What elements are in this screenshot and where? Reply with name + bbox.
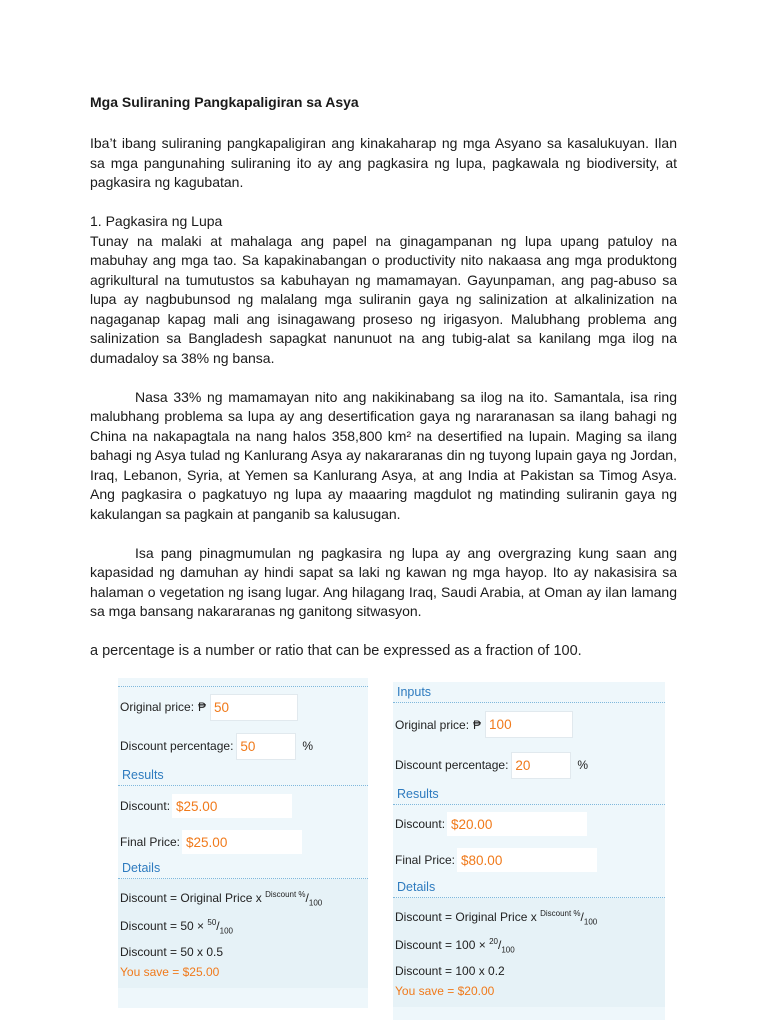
percent-sign: %: [302, 739, 314, 753]
discount-calculator-1: [118, 678, 368, 1008]
results-heading: Results: [393, 784, 665, 805]
original-price-input[interactable]: 50: [210, 694, 298, 721]
step1-line: Discount = $100 \times ^{20}/_{100}$: [395, 937, 515, 955]
original-price-row: [393, 703, 665, 746]
details-panel: [393, 898, 665, 1007]
paragraph-3: Isa pang pinagmumulan ng pagkasira ng lupa ay ang overgrazing kung saan ang kapasidad ng damuhan ay hindi sapat sa laki ng kawan ng mga hayop. Ito ay nakasisira sa halaman o vegetation ng isang lugar. Ang hilagang Iraq, Saudi Arabia, at Oman ay ilan lamang sa mga bansang nakararanas ng ganitong sitwasyon.: [90, 544, 677, 619]
final-price-label: Final Price:: [395, 853, 456, 867]
final-price-value: $80.00: [457, 848, 597, 872]
final-price-label: Final Price:: [120, 835, 181, 849]
discount-result-value: $20.00: [447, 812, 587, 836]
original-price-label: Original price:: [120, 700, 195, 714]
inputs-heading: [118, 678, 368, 687]
document-body: [90, 92, 677, 641]
paragraph-2: Nasa 33% ng mamamayan nito ang nakikinabang sa ilog na ito. Samantala, isa ring malubhang problema sa lupa ay ang desertification gaya ng nararanasan sa ilang bahagi ng China na nakapagtala na nang halos 358,800 km² na desertified na lupain. Maging sa ilang bahagi ng Asya tulad ng Kanlurang Asya ay nakararanas din ng tuyong lupain gaya ng Jordan, Iraq, Lebanon, Syria, at Yemen sa Kanlurang Asya, at ang India at Pakistan sa Timog Asya. Ang pagkasira o pagkatuyo ng lupa ay maaaring magdulot ng matinding suliranin gaya ng kakulangan sa pagkain at panganib sa kalusugan.: [90, 388, 677, 522]
discount-result-label: Discount:: [120, 799, 171, 813]
discount-percentage-input[interactable]: 20: [511, 752, 571, 779]
details-heading: Details: [393, 877, 665, 898]
details-panel: [118, 879, 368, 988]
intro-paragraph: Iba’t ibang suliraning pangkapaligiran ang kinakaharap ng mga Asyano sa kasalukuyan. Ilan sa mga pangunahing suliraning ito ay ang pagkasira ng lupa, pagkawala ng biodiversity, at pagkasira ng kagubatan.: [90, 135, 677, 190]
discount-result-row: [118, 786, 368, 826]
discount-percentage-input[interactable]: 50: [236, 733, 296, 760]
discount-percentage-row: [393, 746, 665, 784]
you-save-line: You save = $20.00: [395, 983, 495, 998]
document-title: Mga Suliraning Pangkapaligiran sa Asya: [90, 94, 359, 110]
discount-result-value: $25.00: [172, 794, 292, 818]
discount-result-label: Discount:: [395, 817, 446, 831]
section-heading: 1. Pagkasira ng Lupa: [90, 213, 223, 229]
percentage-definition: a percentage is a number or ratio that can be expressed as a fraction of 100.: [90, 643, 582, 659]
formula-line: Discount = Original Price x $^{Discount \%}/_{100}$: [120, 890, 323, 908]
final-price-row: [393, 843, 665, 877]
final-price-value: $25.00: [182, 830, 302, 854]
step2-line: Discount = 50 x 0.5: [120, 944, 224, 959]
details-heading: Details: [118, 858, 368, 879]
final-price-row: [118, 826, 368, 858]
peso-icon: ₱: [473, 717, 482, 732]
step1-line: Discount = $50 \times ^{50}/_{100}$: [120, 918, 233, 936]
discount-result-row: [393, 805, 665, 843]
peso-icon: ₱: [198, 700, 207, 714]
paragraph-1: Tunay na malaki at mahalaga ang papel na ginagampanan ng lupa upang patuloy na mabuhay ang mga tao. Sa kapakinabangan o productivity nito nakaasa ang mga produktong agrikultural na tumutustos sa kabuhayan ng mamamayan. Gayunpaman, ang pag-abuso sa lupa ay nagbubunsod ng malalang mga suliranin gaya ng salinization at alkalinization na nagaganap kapag mali ang isinagawang proseso ng irigasyon. Malubhang problema ang salinization sa Bangladesh sapagkat nanunuot na ang tubig-alat sa kanilang mga ilog na dumadaloy sa 38% ng bansa.: [90, 232, 677, 366]
discount-percentage-label: Discount percentage:: [395, 758, 509, 772]
original-price-label: Original price:: [395, 717, 470, 732]
discount-percentage-label: Discount percentage:: [120, 739, 234, 753]
original-price-row: [118, 687, 368, 727]
formula-line: Discount = Original Price x $^{Discount \%}/_{100}$: [395, 909, 598, 927]
discount-calculator-2: [393, 682, 665, 1020]
original-price-input[interactable]: 100: [485, 711, 573, 738]
inputs-heading: Inputs: [393, 682, 665, 703]
you-save-line: You save = $25.00: [120, 964, 220, 979]
results-heading: Results: [118, 765, 368, 786]
discount-percentage-row: [118, 727, 368, 765]
percent-sign: %: [577, 758, 589, 772]
step2-line: Discount = 100 x 0.2: [395, 963, 505, 978]
